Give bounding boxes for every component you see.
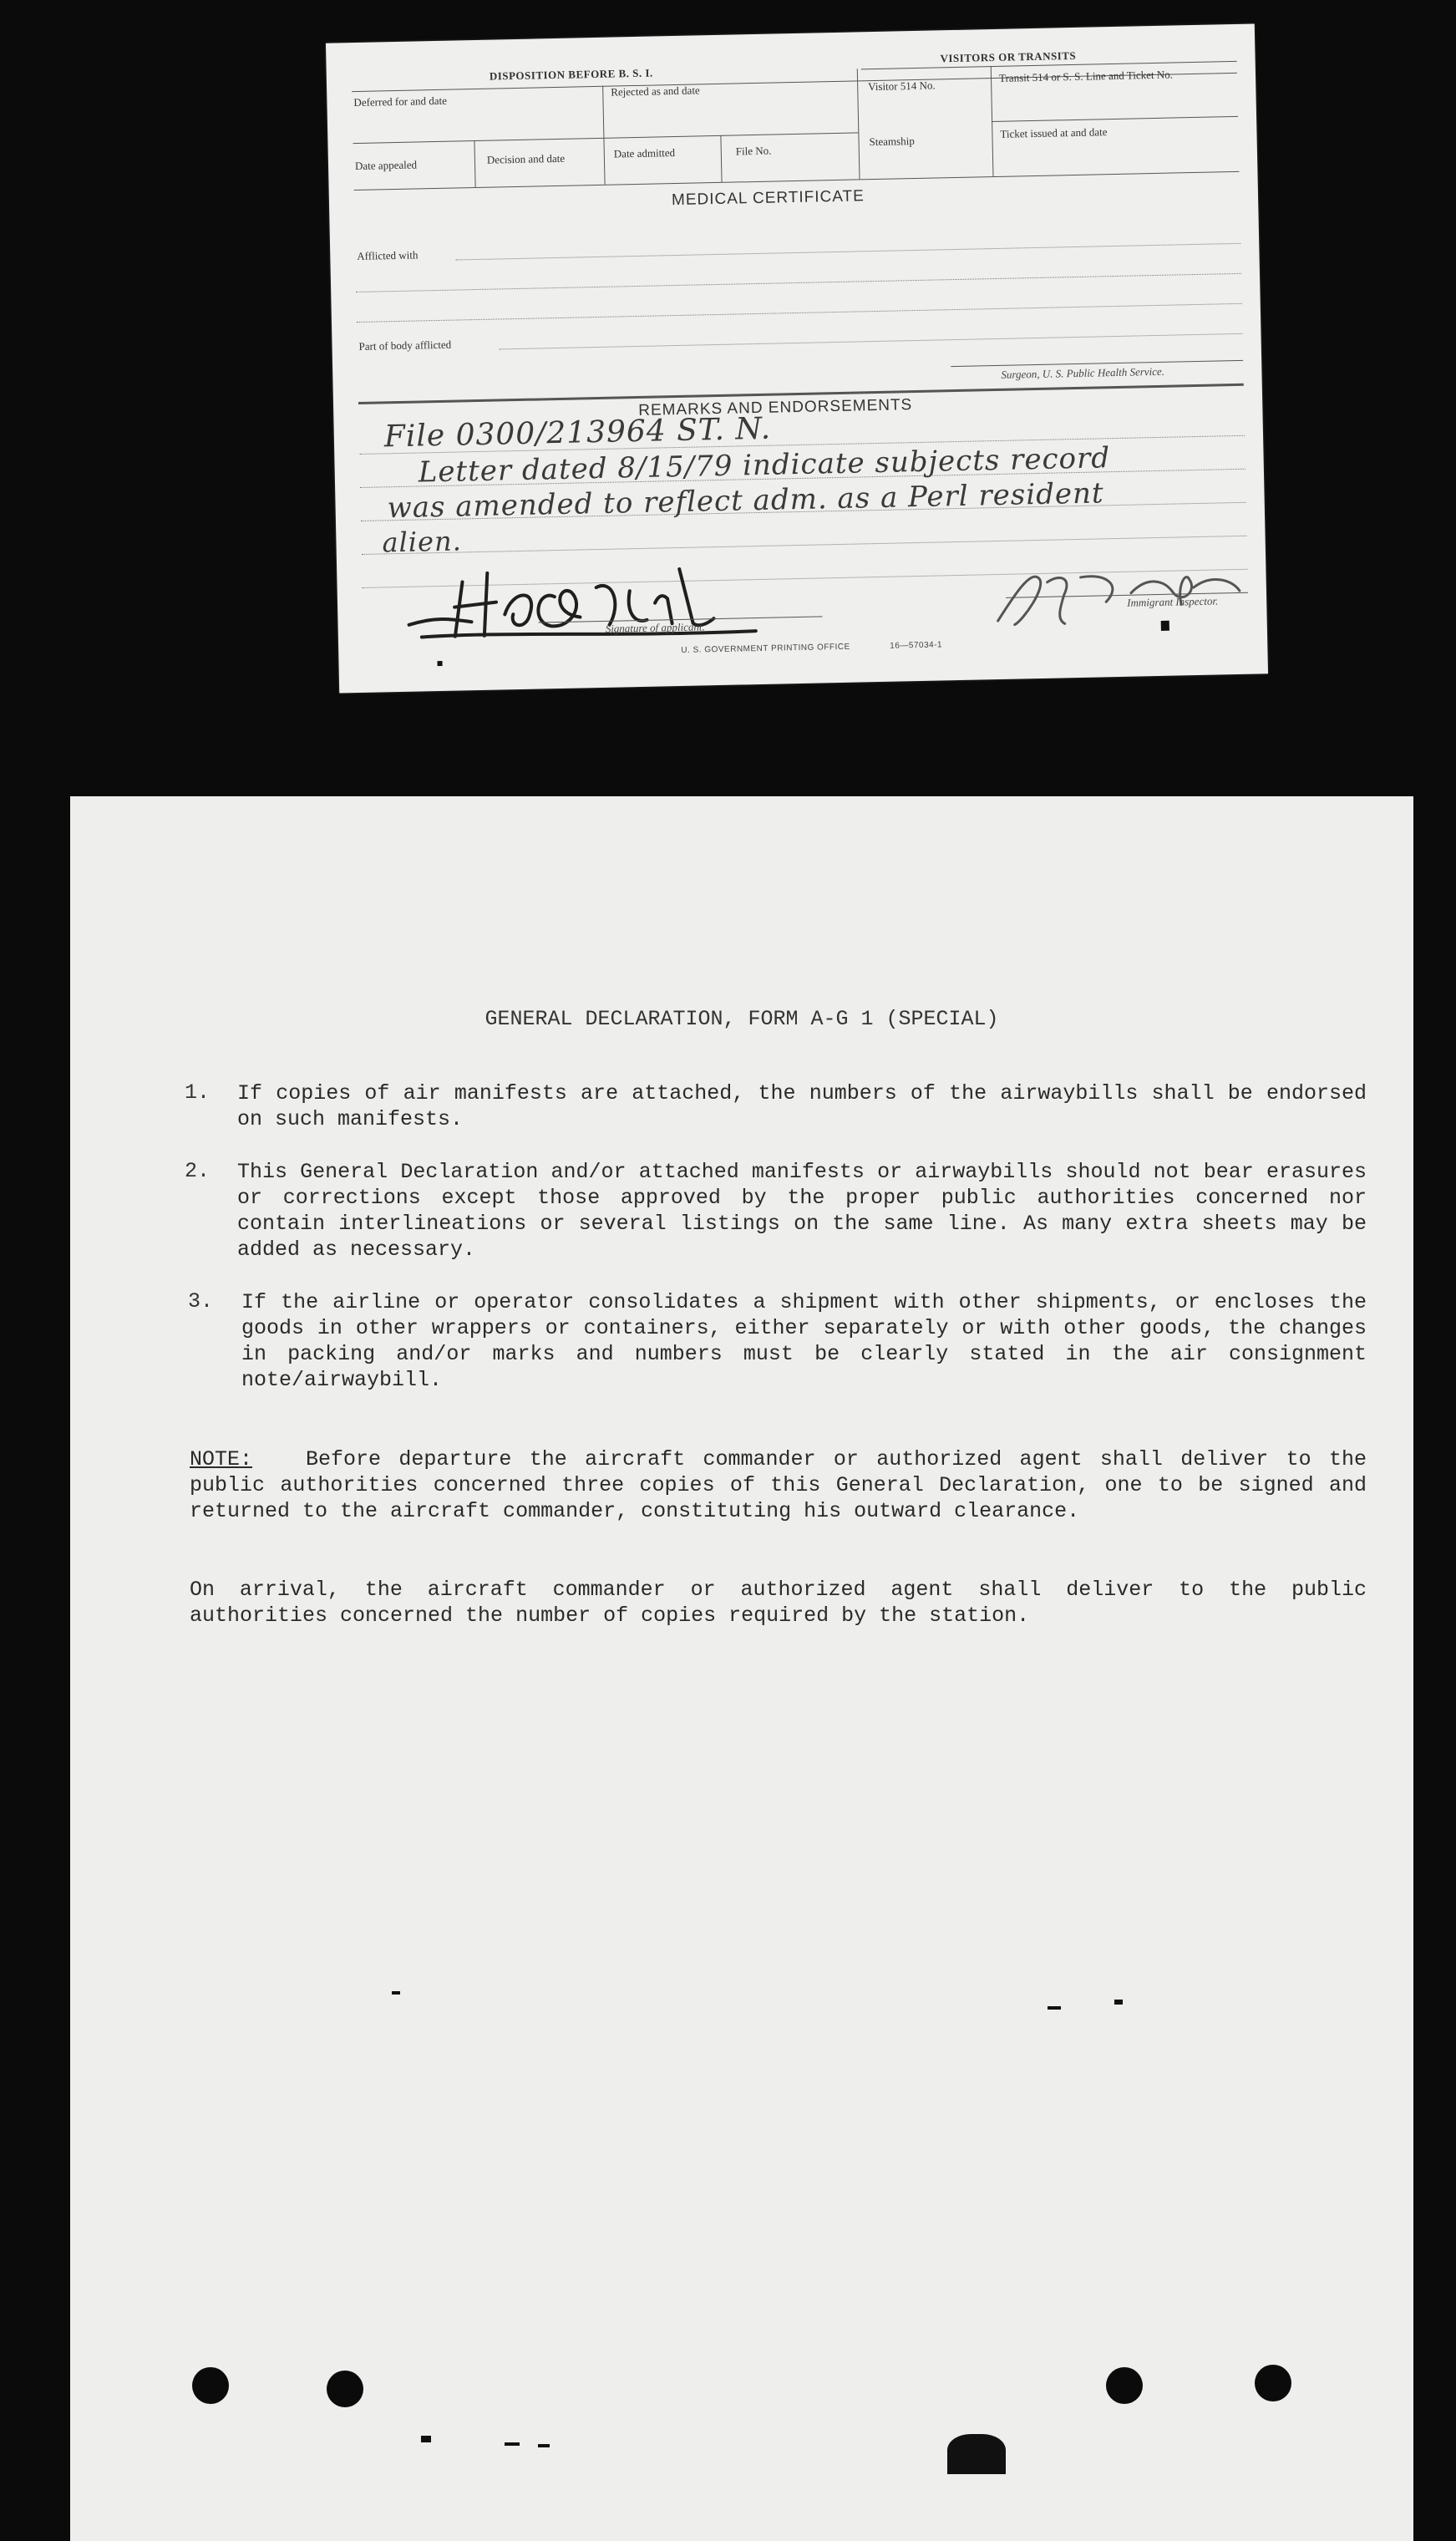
page-speck <box>1114 2000 1123 2005</box>
col-divider-4 <box>474 140 475 187</box>
punch-hole <box>1106 2367 1143 2404</box>
header-bottom-rule <box>354 171 1240 191</box>
deferred-label: Deferred for and date <box>353 94 448 109</box>
item-1-number: 1. <box>185 1080 211 1105</box>
page-speck <box>392 1991 400 1995</box>
decision-label: Decision and date <box>486 151 566 166</box>
rejected-label: Rejected as and date <box>611 84 700 99</box>
applicant-signature <box>403 551 773 650</box>
part-of-body-line <box>500 333 1243 350</box>
visitor514-label: Visitor 514 No. <box>868 79 936 94</box>
steamship-label: Steamship <box>869 134 915 149</box>
handwritten-alien-line: alien. <box>382 525 463 559</box>
ticket-issued-label: Ticket issued at and date <box>1000 125 1108 140</box>
signature-label: Signature of applicant. <box>605 620 705 635</box>
date-admitted-label: Date admitted <box>613 146 676 160</box>
transit514-label: Transit 514 or S. S. Line and Ticket No. <box>998 68 1174 84</box>
col-divider-5 <box>720 135 722 182</box>
note-text: Before departure the aircraft commander or authorized agent shall deliver to the public authorities concerned three copies of this General Declaration, one to be signed and returned to the aircraft commander, constituting his outward clearance. <box>190 1447 1367 1523</box>
afflicted-line-3 <box>357 303 1242 323</box>
item-2-number: 2. <box>185 1159 211 1183</box>
col-divider-1 <box>602 86 605 185</box>
date-appealed-label: Date appealed <box>354 158 418 173</box>
mid-rule-left <box>353 132 858 144</box>
inspector-label: Immigrant Inspector. <box>1127 594 1219 609</box>
remarks-title: REMARKS AND ENDORSEMENTS <box>638 396 913 419</box>
page-speck <box>947 2434 1006 2474</box>
part-of-body-label: Part of body afflicted <box>358 338 452 353</box>
item-2-text: This General Declaration and/or attached manifests or airwaybills should not bear erasures or corrections except those approved by the proper public authorities concerned nor contain interlineations or several listings on the same line. As many extra sheets may be added as necessary. <box>237 1160 1367 1262</box>
handwritten-file-line: File 0300/213964 ST. N. <box>383 411 772 455</box>
medical-certificate-title: MEDICAL CERTIFICATE <box>671 187 865 210</box>
page-title: GENERAL DECLARATION, FORM A-G 1 (SPECIAL) <box>484 1007 999 1031</box>
general-declaration-page <box>70 796 1413 2541</box>
page-speck <box>538 2444 550 2447</box>
afflicted-with-label: Afflicted with <box>357 248 419 263</box>
punch-hole <box>327 2371 363 2407</box>
afflicted-line-2 <box>356 273 1241 292</box>
mid-rule-right <box>992 116 1238 122</box>
arrival-paragraph: On arrival, the aircraft commander or authorized agent shall deliver to the public authorities concerned the number of copies required by the station. <box>190 1578 1367 1628</box>
punch-hole <box>192 2367 229 2404</box>
file-no-label: File No. <box>735 144 772 158</box>
page-speck <box>421 2436 431 2442</box>
page-speck <box>505 2442 520 2446</box>
immigration-card <box>326 23 1268 693</box>
card-speck <box>1161 621 1169 631</box>
note-label: NOTE: <box>190 1447 253 1471</box>
inspector-signature <box>980 541 1249 638</box>
handwritten-letter-line: Letter dated 8/15/79 indicate subjects record <box>418 441 1111 490</box>
printer-line: U. S. GOVERNMENT PRINTING OFFICE <box>681 642 850 655</box>
disposition-header: DISPOSITION BEFORE B. S. I. <box>489 66 653 83</box>
surgeon-label: Surgeon, U. S. Public Health Service. <box>1001 364 1165 381</box>
handwritten-amended-line: was amended to reflect adm. as a Perl resident <box>387 476 1104 526</box>
col-divider-2 <box>857 69 860 179</box>
note-paragraph <box>190 1446 1367 1524</box>
afflicted-line-1 <box>455 243 1240 261</box>
item-1-text: If copies of air manifests are attached, the numbers of the airwaybills shall be endorsed on such manifests. <box>237 1081 1367 1131</box>
form-number: 16—57034-1 <box>890 640 943 651</box>
visitors-header: VISITORS OR TRANSITS <box>940 48 1077 65</box>
page-speck <box>1048 2006 1061 2010</box>
item-3-number: 3. <box>188 1289 214 1314</box>
punch-hole <box>1255 2365 1291 2401</box>
item-3-text: If the airline or operator consolidates a shipment with other shipments, or encloses the goods in other wrappers or containers, either separately or with other goods, the changes in packing and/or marks and numbers must be clearly stated in the air consignment note/airwaybill. <box>241 1290 1367 1392</box>
card-speck <box>437 661 442 666</box>
